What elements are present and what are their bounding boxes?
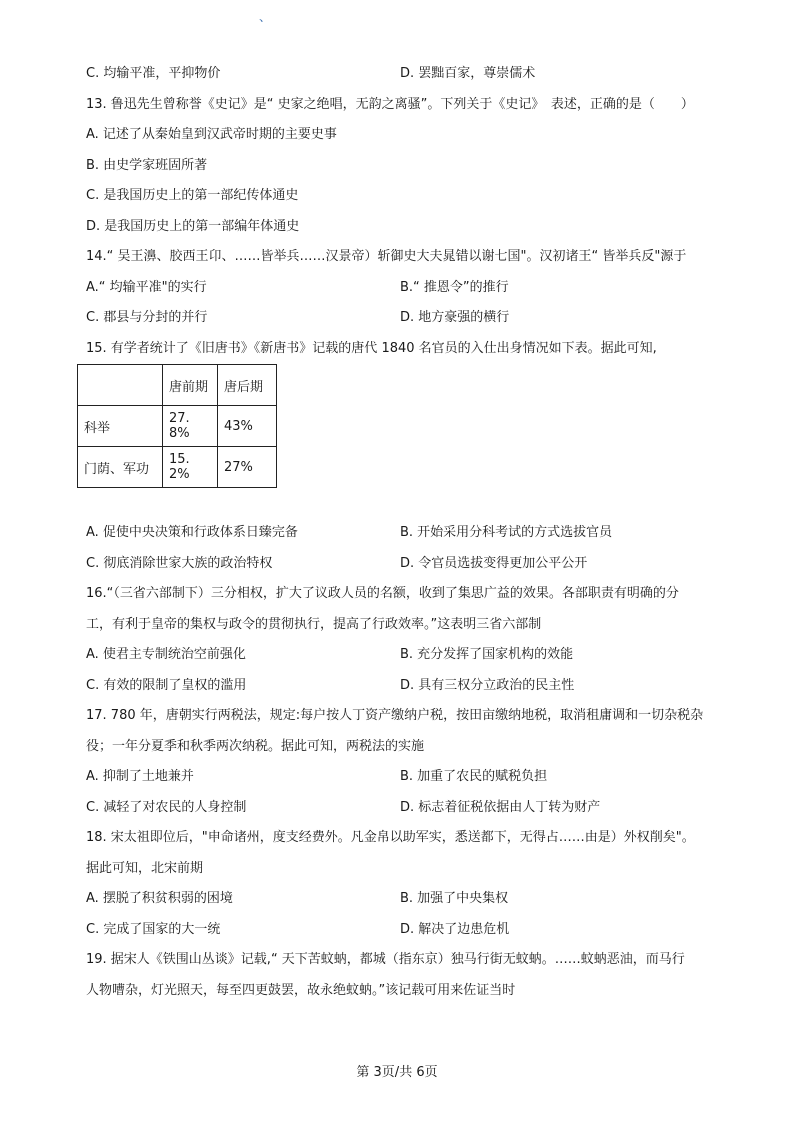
- q19-stem-line1: 19. 据宋人《铁围山丛谈》记载,“ 天下苦蚊蚋，都城（指东京）独马行街无蚊蚋。……蚊蚋恶油，而马行: [86, 952, 685, 967]
- q13-option-d: D. 是我国历史上的第一部编年体通史: [86, 219, 300, 234]
- table-row: [78, 447, 277, 488]
- q17-option-a: A. 抑制了土地兼并: [86, 769, 194, 784]
- q15-option-d: D. 令官员选拔变得更加公平公开: [400, 556, 588, 571]
- table-cell: [78, 365, 163, 406]
- q18-stem-line2: 据此可知，北宋前期: [86, 861, 204, 876]
- q13-stem: 13. 鲁迅先生曾称誉《史记》是“ 史家之绝唱，无韵之离骚”。下列关于《史记》 表述，正确的是（ ）: [86, 97, 694, 112]
- q15-option-a: A. 促使中央决策和行政体系日臻完备: [86, 525, 298, 540]
- table-cell: 27. 8%: [163, 406, 218, 447]
- q14-stem: 14.“ 吴王濞、胶西王卬、……皆举兵……汉景帝）斩御史大夫晁错以谢七国"。汉初诸王“ 皆举兵反"源于: [86, 249, 687, 264]
- q13-option-a: A. 记述了从秦始皇到汉武帝时期的主要史事: [86, 127, 337, 142]
- table-cell: 门荫、军功: [78, 447, 163, 488]
- q16-option-d: D. 具有三权分立政治的民主性: [400, 678, 575, 693]
- page-number-footer: 第 3页/共 6页: [356, 1065, 438, 1080]
- q15-option-c: C. 彻底消除世家大族的政治特权: [86, 556, 273, 571]
- q15-option-b: B. 开始采用分科考试的方式选拔官员: [400, 525, 613, 540]
- q14-option-b: B.“ 推恩令”的推行: [400, 280, 509, 295]
- q12-option-c: C. 均输平准，平抑物价: [86, 66, 221, 81]
- q12-option-d: D. 罢黜百家，尊崇儒术: [400, 66, 536, 81]
- q18-option-c: C. 完成了国家的大一统: [86, 922, 221, 937]
- table-cell: 15. 2%: [163, 447, 218, 488]
- q16-stem-line2: 工，有利于皇帝的集权与政令的贯彻执行，提高了行政效率。”这表明三省六部制: [86, 617, 542, 632]
- table-row: [78, 365, 277, 406]
- q13-option-c: C. 是我国历史上的第一部纪传体通史: [86, 188, 299, 203]
- q17-option-b: B. 加重了农民的赋税负担: [400, 769, 548, 784]
- q14-option-d: D. 地方豪强的横行: [400, 310, 510, 325]
- q17-stem-line1: 17. 780 年，唐朝实行两税法，规定:每户按人丁资产缴纳户税，按田亩缴纳地税，取消租庸调和一切杂税杂: [86, 708, 704, 723]
- table-header-late-tang: 唐后期: [218, 365, 277, 406]
- q16-option-b: B. 充分发挥了国家机构的效能: [400, 647, 574, 662]
- q16-option-c: C. 有效的限制了皇权的滥用: [86, 678, 247, 693]
- q16-option-a: A. 使君主专制统治空前强化: [86, 647, 246, 662]
- q16-stem-line1: 16.“（三省六部制下）三分相权，扩大了议政人员的名额，收到了集思广益的效果。各部职责有明确的分: [86, 586, 679, 601]
- table-cell: 科举: [78, 406, 163, 447]
- q15-table: [77, 364, 277, 488]
- q15-stem: 15. 有学者统计了《旧唐书》《新唐书》记载的唐代 1840 名官员的入仕出身情况如下表。据此可知,: [86, 341, 657, 356]
- q17-option-c: C. 减轻了对农民的人身控制: [86, 800, 247, 815]
- q18-option-a: A. 摆脱了积贫积弱的困境: [86, 891, 233, 906]
- q17-option-d: D. 标志着征税依据由人丁转为财产: [400, 800, 601, 815]
- q18-stem-line1: 18. 宋太祖即位后，"申命诸州，度支经费外。凡金帛以助军实，悉送都下，无得占……由是）外权削矣"。: [86, 830, 695, 845]
- table-row: [78, 406, 277, 447]
- q17-stem-line2: 役；一年分夏季和秋季两次纳税。据此可知，两税法的实施: [86, 739, 425, 754]
- q19-stem-line2: 人物嘈杂，灯光照天，每至四更鼓罢，故永绝蚊蚋。”该记载可用来佐证当时: [86, 983, 516, 998]
- table-header-early-tang: 唐前期: [163, 365, 218, 406]
- q14-option-c: C. 郡县与分封的并行: [86, 310, 208, 325]
- table-cell: 27%: [218, 447, 277, 488]
- q13-option-b: B. 由史学家班固所著: [86, 158, 208, 173]
- q18-option-b: B. 加强了中央集权: [400, 891, 509, 906]
- table-cell: 43%: [218, 406, 277, 447]
- q14-option-a: A.“ 均输平准"的实行: [86, 280, 207, 295]
- top-mark: 、: [259, 10, 272, 24]
- q18-option-d: D. 解决了边患危机: [400, 922, 510, 937]
